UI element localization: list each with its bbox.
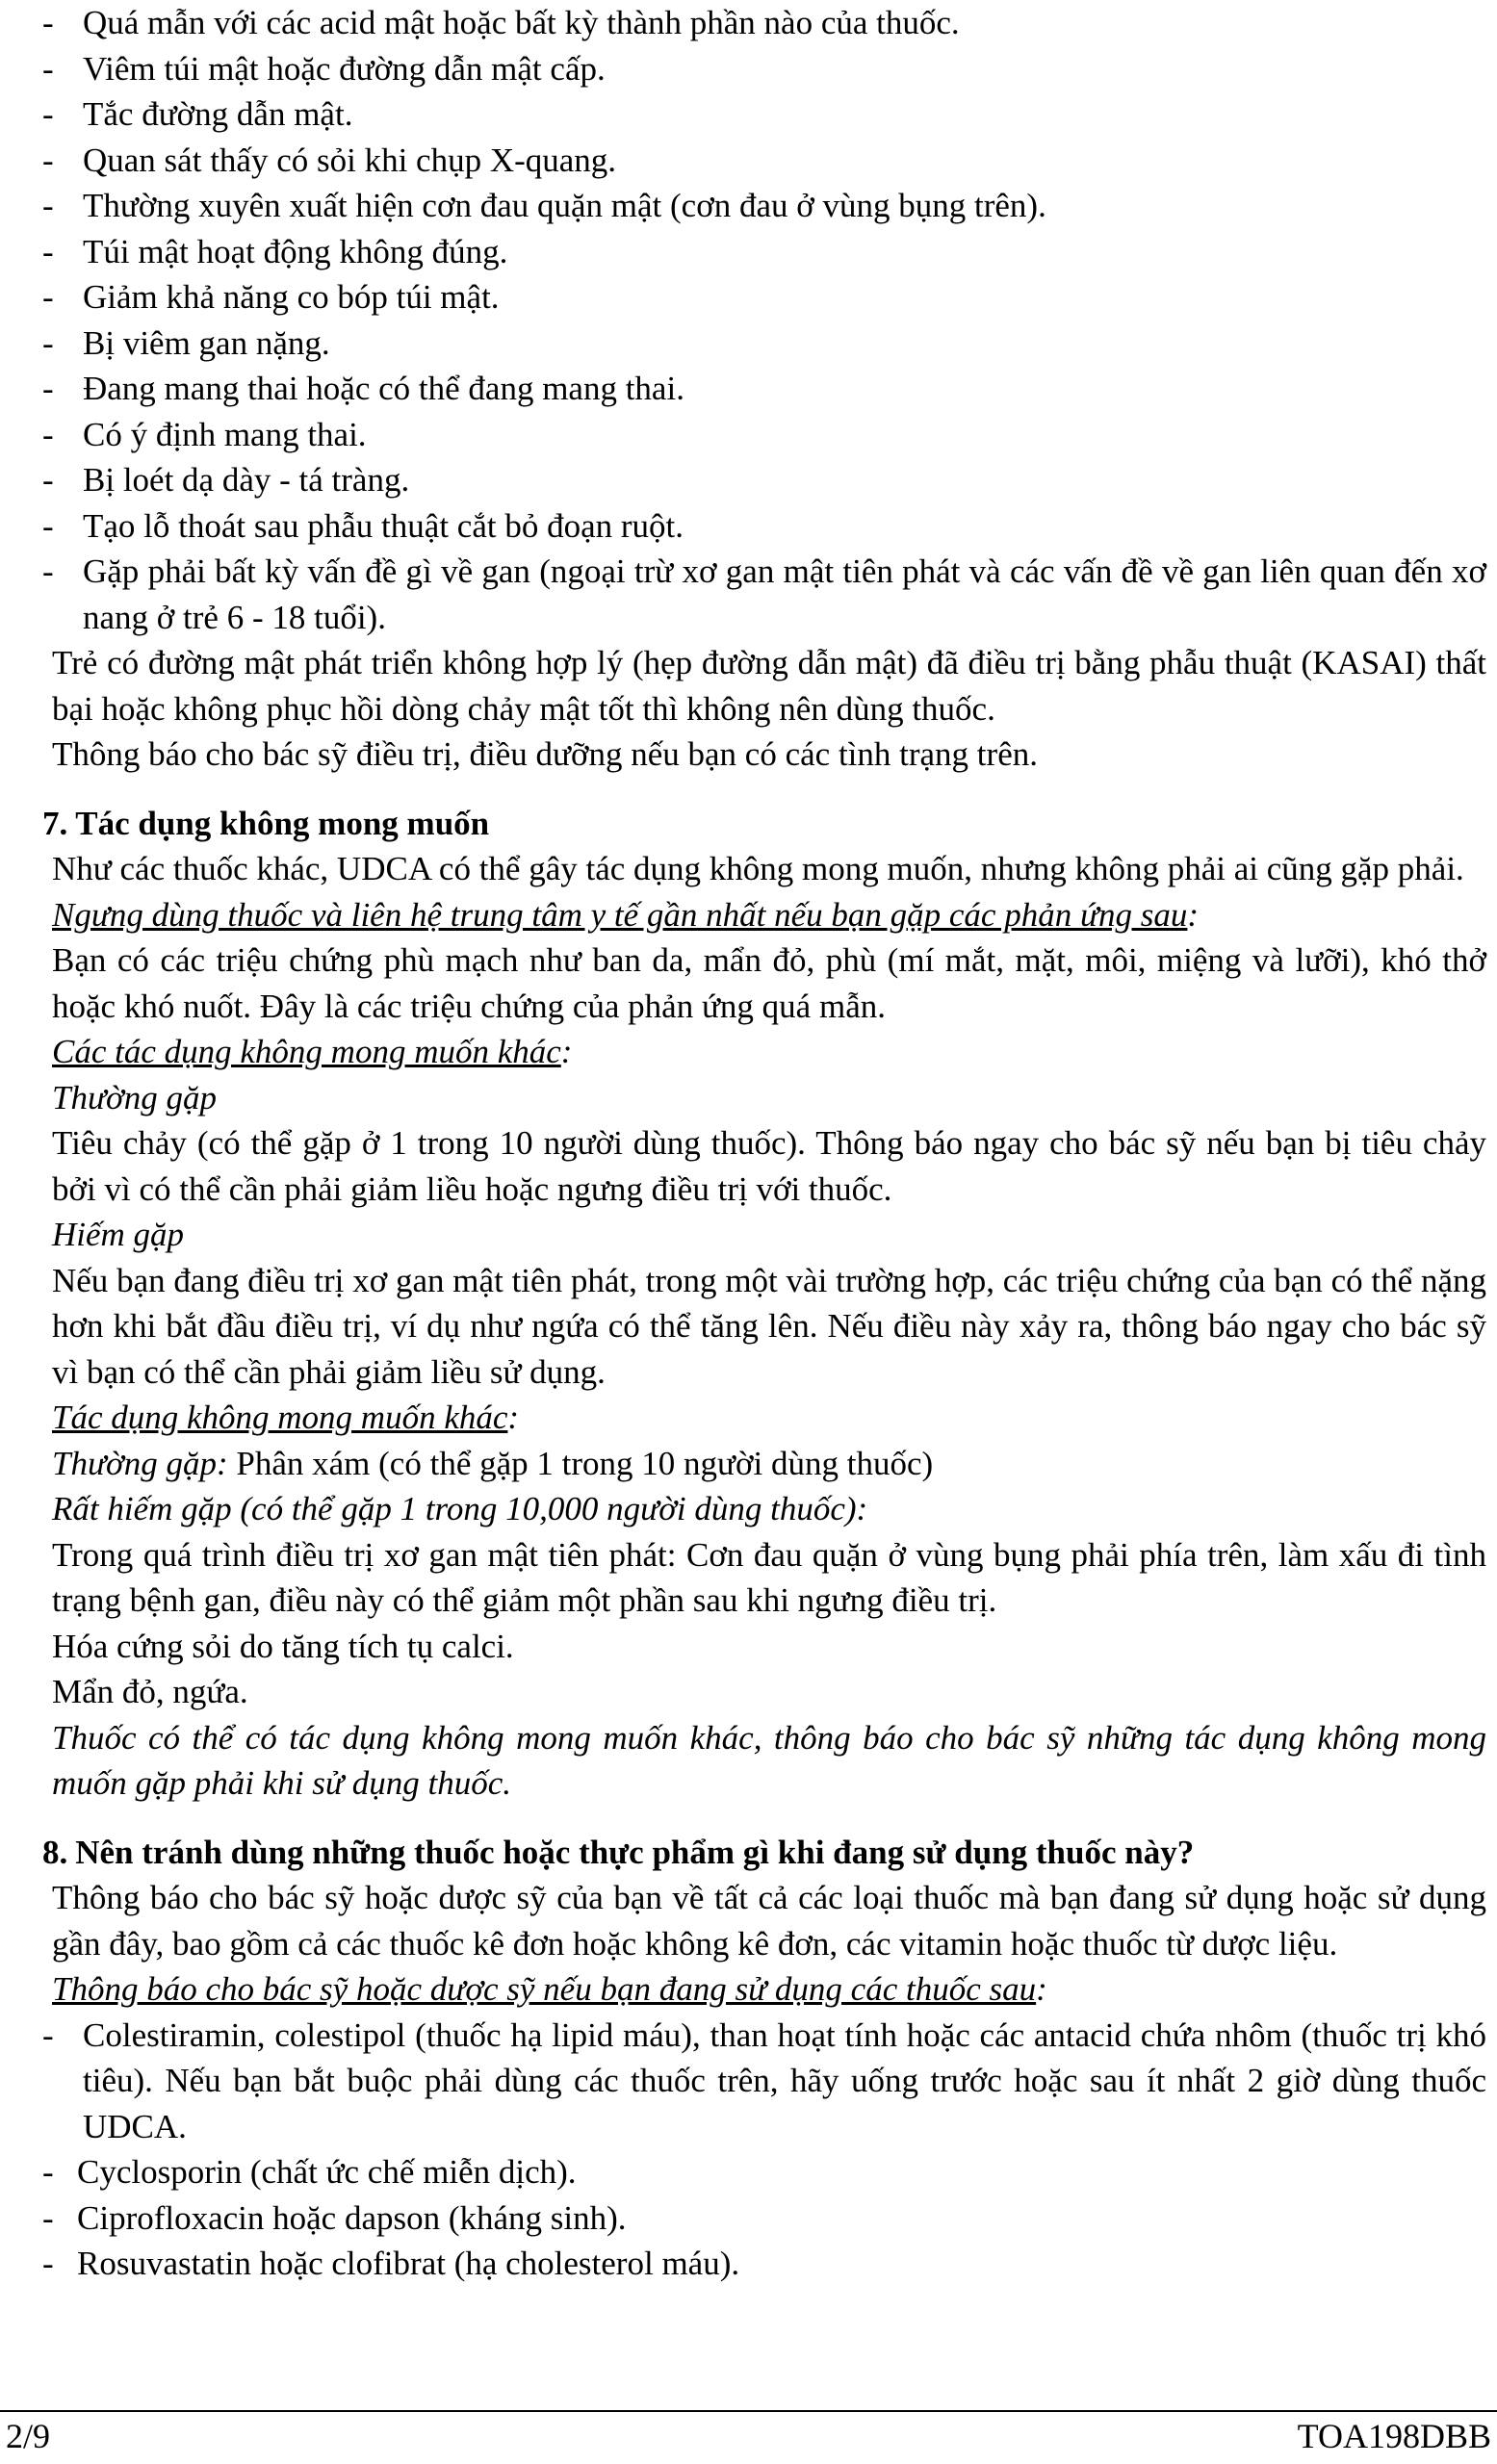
list-item: - Giảm khả năng co bóp túi mật. bbox=[42, 278, 500, 316]
list-item: - Quan sát thấy có sỏi khi chụp X-quang. bbox=[42, 141, 617, 179]
section-7-heading: 7. Tác dụng không mong muốn bbox=[42, 804, 490, 842]
very-rare-text-2: Hóa cứng sỏi do tăng tích tụ calci. bbox=[52, 1627, 514, 1665]
other-effects-heading-2: Tác dụng không mong muốn khác: bbox=[52, 1399, 520, 1436]
list-item: - Colestiramin, colestipol (thuốc hạ lipid máu), than hoạt tính hoặc các antacid chứa nhôm (thuốc trị khó tiêu). Nếu bạn bắt buộc phải dùng các thuốc trên, hãy uống trước hoặc sau ít nhất 2 giờ dùng thuốc UDCA. bbox=[42, 2015, 1486, 2145]
section-7-closing: Thuốc có thể có tác dụng không mong muốn khác, thông báo cho bác sỹ những tác dụng không mong muốn gặp phải khi sử dụng thuốc. bbox=[52, 1718, 1486, 1802]
list-item: - Tắc đường dẫn mật. bbox=[42, 95, 353, 133]
children-paragraph: Trẻ có đường mật phát triển không hợp lý (hẹp đường dẫn mật) đã điều trị bằng phẫu thuật (KASAI) thất bại hoặc không phục hồi dòng chảy mật tốt thì không nên dùng thuốc. bbox=[52, 644, 1486, 728]
list-item: - Bị viêm gan nặng. bbox=[42, 323, 330, 362]
list-item: - Gặp phải bất kỳ vấn đề gì về gan (ngoại trừ xơ gan mật tiên phát và các vấn đề về gan liên quan đến xơ nang ở trẻ 6 - 18 tuổi). bbox=[42, 552, 1486, 636]
notify-paragraph: Thông báo cho bác sỹ điều trị, điều dưỡng nếu bạn có các tình trạng trên. bbox=[52, 735, 1038, 773]
list-item: - Bị loét dạ dày - tá tràng. bbox=[42, 461, 410, 499]
rare-text: Nếu bạn đang điều trị xơ gan mật tiên phát, trong một vài trường hợp, các triệu chứng của bạn có thể nặng hơn khi bắt đầu điều trị, ví dụ như ngứa có thể tăng lên. Nếu điều này xảy ra, thông báo ngay cho bác sỹ vì bạn có thể cần phải giảm liều sử dụng. bbox=[52, 1261, 1486, 1391]
rare-label: Hiếm gặp bbox=[52, 1216, 185, 1253]
very-rare-label: Rất hiếm gặp (có thể gặp 1 trong 10,000 người dùng thuốc): bbox=[52, 1490, 868, 1527]
list-item: - Có ý định mang thai. bbox=[42, 415, 367, 453]
other-effects-heading: Các tác dụng không mong muốn khác: bbox=[52, 1033, 573, 1070]
list-item: - Túi mật hoạt động không đúng. bbox=[42, 232, 508, 270]
common-text: Tiêu chảy (có thể gặp ở 1 trong 10 người dùng thuốc). Thông báo ngay cho bác sỹ nếu bạn bị tiêu chảy bởi vì có thể cần phải giảm liều hoặc ngưng điều trị với thuốc. bbox=[52, 1124, 1486, 1208]
very-rare-text-3: Mẩn đỏ, ngứa. bbox=[52, 1673, 248, 1710]
footer-divider bbox=[0, 2410, 1497, 2412]
list-item: - Đang mang thai hoặc có thể đang mang thai. bbox=[42, 370, 684, 407]
section-8-notify-heading: Thông báo cho bác sỹ hoặc dược sỹ nếu bạn đang sử dụng các thuốc sau: bbox=[52, 1970, 1047, 2008]
section-8-heading: 8. Nên tránh dùng những thuốc hoặc thực phẩm gì khi đang sử dụng thuốc này? bbox=[42, 1833, 1195, 1871]
list-item: - Tạo lỗ thoát sau phẫu thuật cắt bỏ đoạn ruột. bbox=[42, 506, 684, 545]
interaction-list bbox=[42, 2013, 1486, 2287]
list-item: - Viêm túi mật hoặc đường dẫn mật cấp. bbox=[42, 49, 606, 88]
list-item: - Rosuvastatin hoặc clofibrat (hạ cholesterol máu). bbox=[42, 2245, 740, 2282]
contraindication-list bbox=[42, 0, 1486, 640]
stop-heading: Ngưng dùng thuốc và liên hệ trung tâm y tế gần nhất nếu bạn gặp các phản ứng sau: bbox=[52, 895, 1200, 934]
very-rare-text-1: Trong quá trình điều trị xơ gan mật tiên phát: Cơn đau quặn ở vùng bụng phải phía trên, làm xấu đi tình trạng bệnh gan, điều này có thể giảm một phần sau khi ngưng điều trị. bbox=[52, 1535, 1486, 1619]
document-code: TOA198DBB bbox=[1297, 2417, 1491, 2455]
section-7-intro: Như các thuốc khác, UDCA có thể gây tác dụng không mong muốn, nhưng không phải ai cũng gặp phải. bbox=[52, 850, 1464, 887]
list-item: - Thường xuyên xuất hiện cơn đau quặn mật (cơn đau ở vùng bụng trên). bbox=[42, 187, 1046, 224]
list-item: - Quá mẫn với các acid mật hoặc bất kỳ thành phần nào của thuốc. bbox=[42, 4, 960, 41]
page-number: 2/9 bbox=[6, 2417, 51, 2455]
document-content bbox=[42, 0, 1486, 2287]
common-label: Thường gặp bbox=[52, 1078, 217, 1116]
section-8-intro: Thông báo cho bác sỹ hoặc dược sỹ của bạn về tất cả các loại thuốc mà bạn đang sử dụng hoặc sử dụng gần đây, bao gồm cả các thuốc kê đơn hoặc không kê đơn, các vitamin hoặc thuốc từ dược liệu. bbox=[52, 1879, 1486, 1963]
list-item: - Cyclosporin (chất ức chế miễn dịch). bbox=[42, 2153, 577, 2191]
common-2-line: Thường gặp: Phân xám (có thể gặp 1 trong 10 người dùng thuốc) bbox=[52, 1444, 934, 1482]
list-item: - Ciprofloxacin hoặc dapson (kháng sinh). bbox=[42, 2198, 627, 2237]
stop-text: Bạn có các triệu chứng phù mạch như ban da, mẩn đỏ, phù (mí mắt, mặt, môi, miệng và lưỡi), khó thở hoặc khó nuốt. Đây là các triệu chứng của phản ứng quá mẫn. bbox=[52, 941, 1486, 1025]
